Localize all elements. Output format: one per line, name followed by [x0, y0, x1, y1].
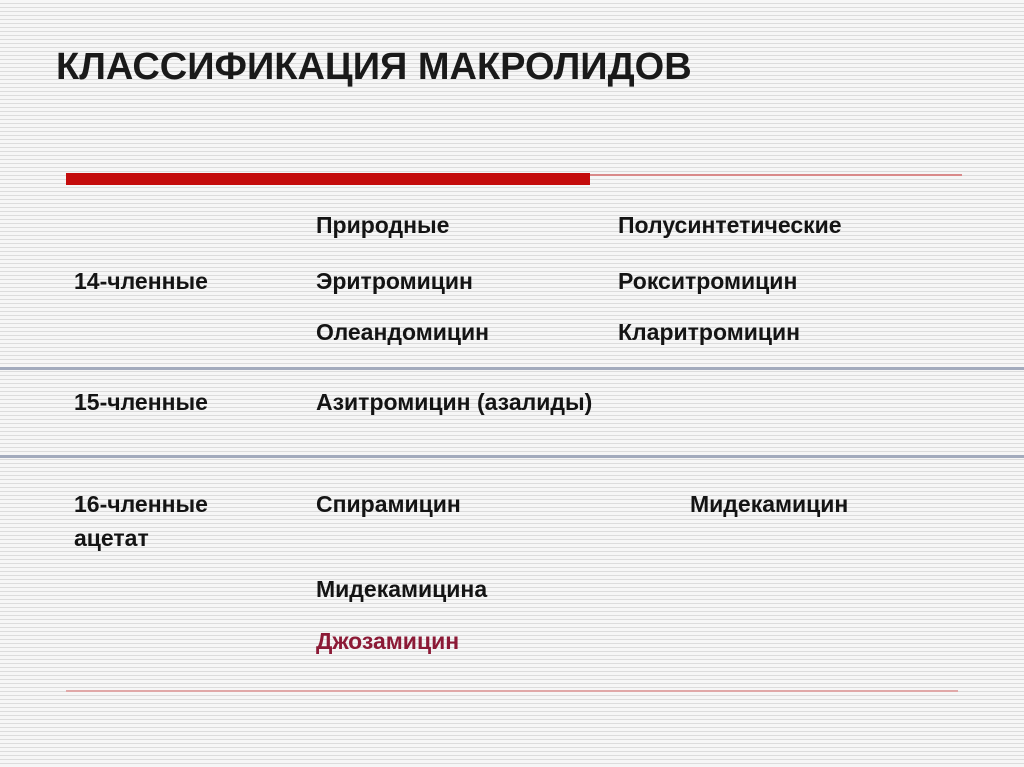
row-label-15: 15-членные: [74, 389, 208, 415]
drug-josamycin: Джозамицин: [316, 628, 460, 654]
header-semisynthetic: Полусинтетические: [618, 212, 842, 238]
title-accent-bar: [66, 173, 590, 185]
row-label-16-acetate: ацетат: [74, 525, 149, 551]
drug-roxithromycin: Рокситромицин: [618, 268, 798, 294]
drug-midecamycin: Мидекамицин: [690, 491, 849, 517]
header-natural: Природные: [316, 212, 450, 238]
row-label-14: 14-членные: [74, 268, 208, 294]
drug-clarithromycin: Кларитромицин: [618, 319, 801, 345]
slide-title: КЛАССИФИКАЦИЯ МАКРОЛИДОВ: [56, 46, 692, 88]
title-accent-line: [590, 174, 962, 176]
drug-erythromycin: Эритромицин: [316, 268, 473, 294]
drug-spiramycin: Спирамицин: [316, 491, 461, 517]
row-separator: [0, 367, 1024, 370]
drug-oleandomycin: Олеандомицин: [316, 319, 490, 345]
bottom-rule: [66, 690, 958, 692]
row-separator: [0, 455, 1024, 458]
drug-azithromycin: Азитромицин (азалиды): [316, 389, 593, 415]
drug-midecamycin-acetate: Мидекамицина: [316, 576, 488, 602]
row-label-16: 16-членные: [74, 491, 208, 517]
